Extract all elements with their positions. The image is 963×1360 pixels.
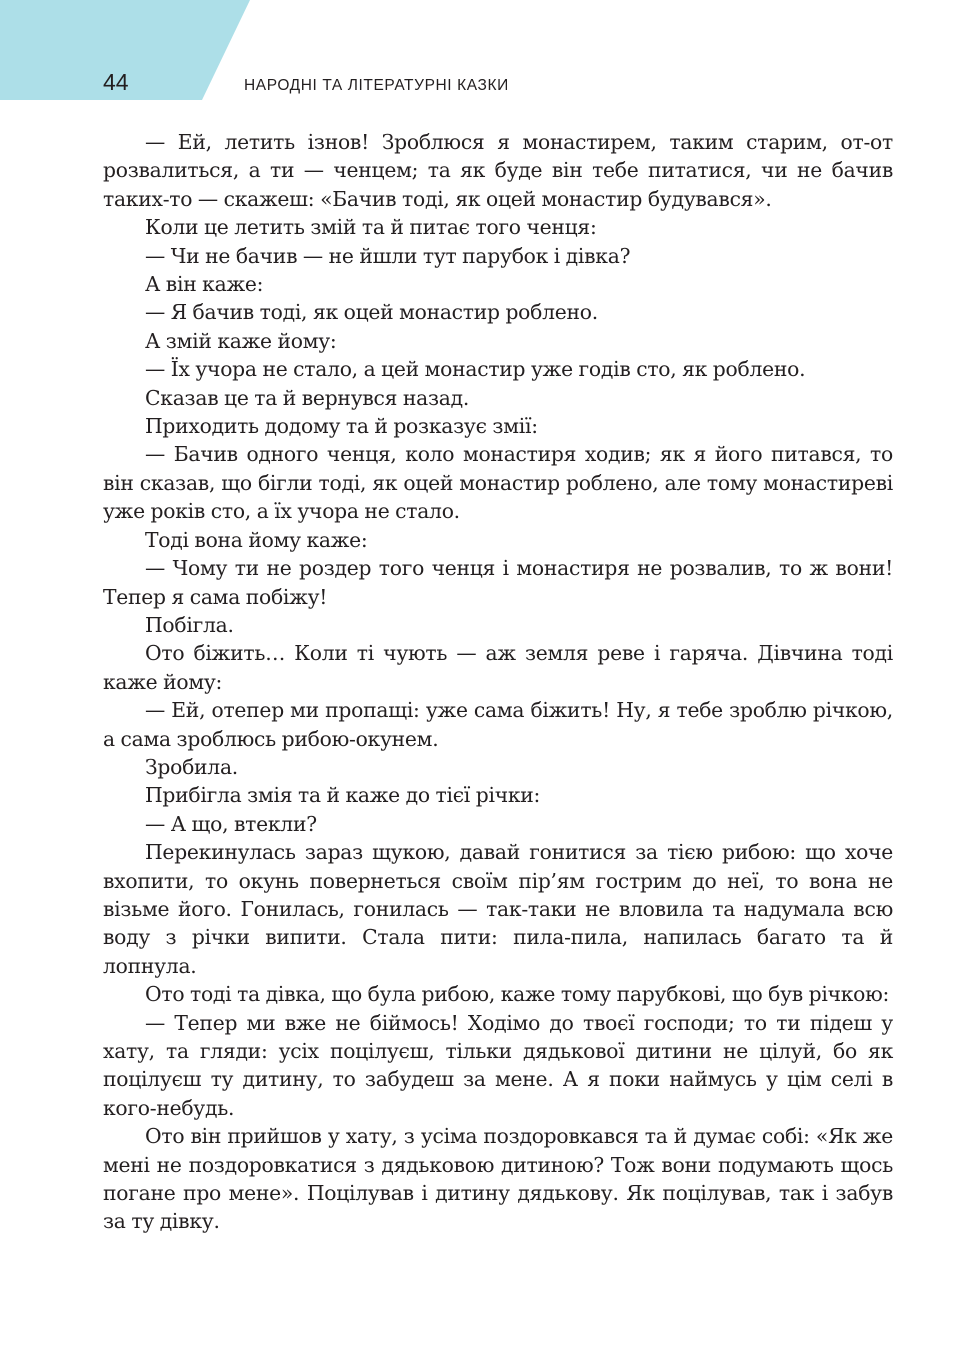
paragraph: — Їх учора не стало, а цей монастир уже годів сто, як роблено. xyxy=(145,357,806,382)
paragraph: Перекинулась зараз щукою, давай гонитися за тією рибою: що хоче вхопити, то окунь повернеться своїм пір’ям гострим до неї, то вона не візьме його. Гонилась, гонилась — так-таки не вловила та надумала всю воду з річки випити. Стала пити: пила-пила, напилась багато та й лопнула. xyxy=(103,840,893,978)
paragraph: Сказав це та й вернувся назад. xyxy=(145,385,470,410)
paragraph: — Ей, отепер ми пропащі: уже сама біжить! Ну, я тебе зроблю річкою, а сама зроблюсь рибою-окунем. xyxy=(103,698,893,751)
paragraph: Ото біжить… Коли ті чують — аж земля реве і гаряча. Дівчина тоді каже йому: xyxy=(103,641,893,694)
paragraph: Коли це летить змій та й питає того ченця: xyxy=(145,215,597,240)
paragraph: А він каже: xyxy=(145,272,264,297)
paragraph: Ото тоді та дівка, що була рибою, каже тому парубкові, що був річкою: xyxy=(145,982,890,1007)
paragraph: — А що, втекли? xyxy=(145,811,317,836)
paragraph: Тоді вона йому каже: xyxy=(145,527,368,552)
paragraph: Прибігла змія та й каже до тієї річки: xyxy=(145,783,541,808)
paragraph: — Чи не бачив — не йшли тут парубок і дівка? xyxy=(145,243,631,268)
paragraph: А змій каже йому: xyxy=(145,328,337,353)
paragraph: — Ей, летить ізнов! Зроблюся я монастирем, таким старим, от-от розвалиться, а ти — ченцем; та як буде він тебе питатися, чи не бачив таких-то — скажеш: «Бачив тоді, як оцей монастир будувався». xyxy=(103,130,893,211)
paragraph: Приходить додому та й розказує змії: xyxy=(145,414,538,439)
paragraph: — Я бачив тоді, як оцей монастир роблено. xyxy=(145,300,598,325)
paragraph: — Тепер ми вже не біймось! Ходімо до твоєї господи; то ти підеш у хату, та гляди: усіх поцілуєш, тільки дядькової дитини не цілуй, бо як поцілуєш ту дитину, то забудеш за мене. А я поки наймусь у цім селі в кого-небудь. xyxy=(103,1010,893,1120)
running-head: НАРОДНІ ТА ЛІТЕРАТУРНІ КАЗКИ xyxy=(244,77,509,94)
paragraph: — Бачив одного ченця, коло монастиря ходив; як я його питався, то він сказав, що бігли тоді, як оцей монастир роблено, але тому монастиреві уже років сто, а їх учора не стало. xyxy=(103,442,893,524)
page-number: 44 xyxy=(103,69,129,95)
paragraph: Ото він прийшов у хату, з усіма поздоровкався та й думає собі: «Як же мені не поздоровкатися з дядьковою дитиною? Тож вони подумають щось погане про мене». Поцілував і дитину дядькову. Як поцілував, так і забув за ту дівку. xyxy=(103,1124,893,1234)
paragraph: — Чому ти не роздер того ченця і монастиря не розвалив, то ж вони! Тепер я сама побіжу! xyxy=(103,556,893,609)
story-text xyxy=(103,128,893,1236)
paragraph: Побігла. xyxy=(145,612,234,637)
paragraph: Зробила. xyxy=(145,754,238,779)
